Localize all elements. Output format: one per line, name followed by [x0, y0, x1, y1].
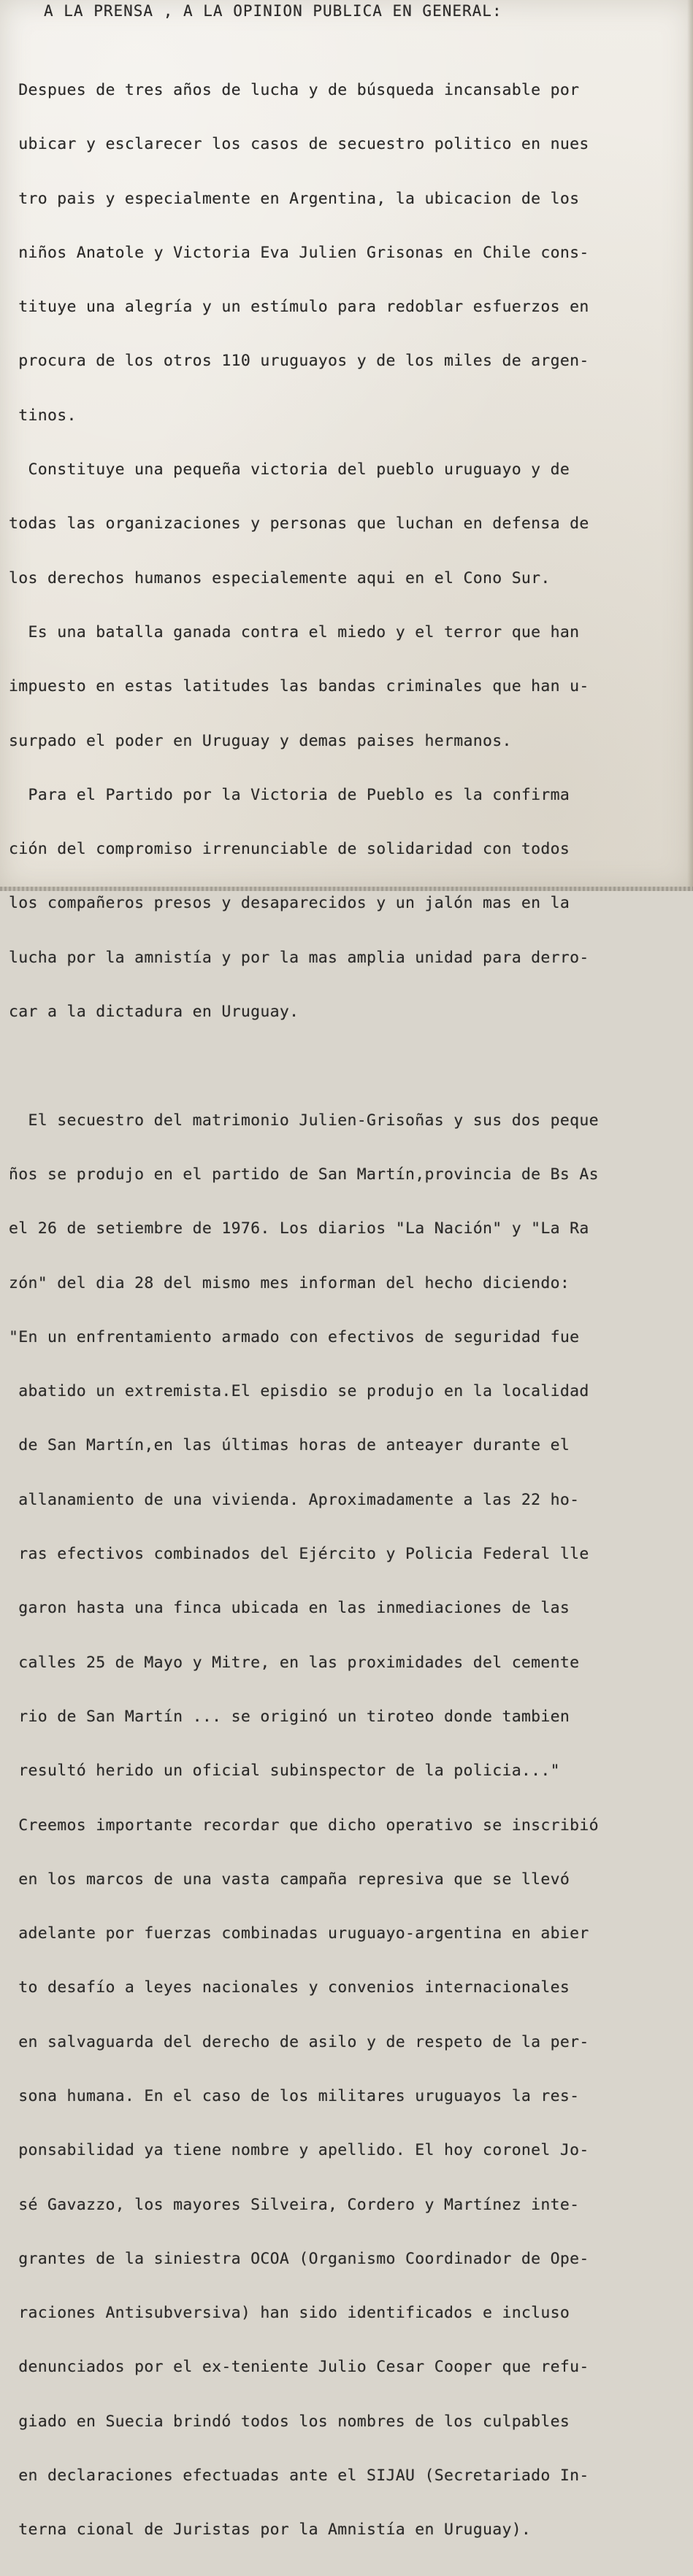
body-line: en declaraciones efectuadas ante el SIJAU (Secretariado In-: [9, 2467, 589, 2486]
body-line: Despues de tres años de lucha y de búsqueda incansable por: [9, 81, 580, 99]
body-line: denunciados por el ex-teniente Julio Cesar Cooper que refu-: [9, 2358, 589, 2377]
body-line: de San Martín,en las últimas horas de anteayer durante el: [9, 1436, 570, 1455]
body-line: rio de San Martín ... se originó un tiroteo donde tambien: [9, 1707, 570, 1726]
body-line: los derechos humanos especialemente aqui en el Cono Sur.: [9, 568, 551, 587]
body-line: Creemos importante recordar que dicho operativo se inscribió: [9, 1816, 599, 1835]
body-line: ras efectivos combinados del Ejército y Policia Federal lle: [9, 1545, 589, 1564]
body-line: en salvaguarda del derecho de asilo y de respeto de la per-: [9, 2032, 589, 2051]
body-line: sona humana. En el caso de los militares uruguayos la res-: [9, 2086, 580, 2105]
body-line: sé Gavazzo, los mayores Silveira, Cordero y Martínez inte-: [9, 2195, 580, 2214]
body-line: el 26 de setiembre de 1976. Los diarios "La Nación" y "La Ra: [9, 1219, 589, 1238]
body-line: giado en Suecia brindó todos los nombres de los culpables: [9, 2412, 570, 2431]
body-line: tituye una alegría y un estímulo para redoblar esfuerzos en: [9, 298, 589, 317]
body-line: Para el Partido por la Victoria de Pueblo es la confirma: [9, 785, 570, 804]
body-line: en los marcos de una vasta campaña represiva que se llevó: [9, 1870, 570, 1889]
body-line: car a la dictadura en Uruguay.: [9, 1003, 299, 1022]
body-line: [9, 1057, 688, 1075]
body-line: to desafío a leyes nacionales y convenios internacionales: [9, 1978, 570, 1997]
body-line: tro pais y especialmente en Argentina, la ubicacion de los: [9, 189, 580, 208]
body-line: ubicar y esclarecer los casos de secuestro politico en nues: [9, 135, 589, 154]
body-line: grantes de la siniestra OCOA (Organismo Coordinador de Ope-: [9, 2249, 589, 2268]
body-line: procura de los otros 110 uruguayos y de los miles de argen-: [9, 352, 589, 371]
body-line: "En un enfrentamiento armado con efectivos de seguridad fue: [9, 1327, 580, 1346]
body-line: Constituye una pequeña victoria del pueblo uruguayo y de: [9, 460, 570, 479]
body-line: ños se produjo en el partido de San Martín,provincia de Bs As: [9, 1165, 599, 1184]
body-line: ponsabilidad ya tiene nombre y apellido. El hoy coronel Jo-: [9, 2141, 589, 2160]
paper-edge-bottom: [0, 887, 693, 891]
body-line: resultó herido un oficial subinspector de la policia...": [9, 1762, 560, 1781]
body-line: todas las organizaciones y personas que luchan en defensa de: [9, 514, 589, 533]
body-line: El secuestro del matrimonio Julien-Grisoñas y sus dos peque: [9, 1111, 599, 1130]
body-line: adelante por fuerzas combinadas uruguayo-argentina en abier: [9, 1924, 589, 1943]
body-line: tinos.: [9, 406, 77, 425]
body-line: niños Anatole y Victoria Eva Julien Grisonas en Chile cons-: [9, 243, 589, 262]
body-line: allanamiento de una vivienda. Aproximadamente a las 22 ho-: [9, 1490, 580, 1509]
body-line: garon hasta una finca ubicada en las inmediaciones de las: [9, 1599, 570, 1618]
body-line: Es una batalla ganada contra el miedo y el terror que han: [9, 622, 580, 641]
document-body: [9, 45, 688, 2576]
body-line: surpado el poder en Uruguay y demas paises hermanos.: [9, 731, 512, 750]
body-line: abatido un extremista.El episdio se produjo en la localidad: [9, 1382, 589, 1401]
body-line: los compañeros presos y desaparecidos y un jalón mas en la: [9, 894, 570, 913]
body-line: calles 25 de Mayo y Mitre, en las proximidades del cemente: [9, 1653, 580, 1672]
body-line: raciones Antisubversiva) han sido identificados e incluso: [9, 2304, 570, 2323]
body-line: zón" del dia 28 del mismo mes informan del hecho diciendo:: [9, 1273, 570, 1292]
body-line: ción del compromiso irrenunciable de solidaridad con todos: [9, 840, 570, 859]
paper-edge-right: [687, 0, 693, 891]
document-title: A LA PRENSA , A LA OPINION PUBLICA EN GENERAL:: [44, 2, 502, 20]
body-line: terna cional de Juristas por la Amnistía en Uruguay).: [9, 2521, 532, 2540]
body-line: lucha por la amnistía y por la mas amplia unidad para derro-: [9, 948, 589, 967]
body-line: impuesto en estas latitudes las bandas criminales que han u-: [9, 677, 589, 696]
